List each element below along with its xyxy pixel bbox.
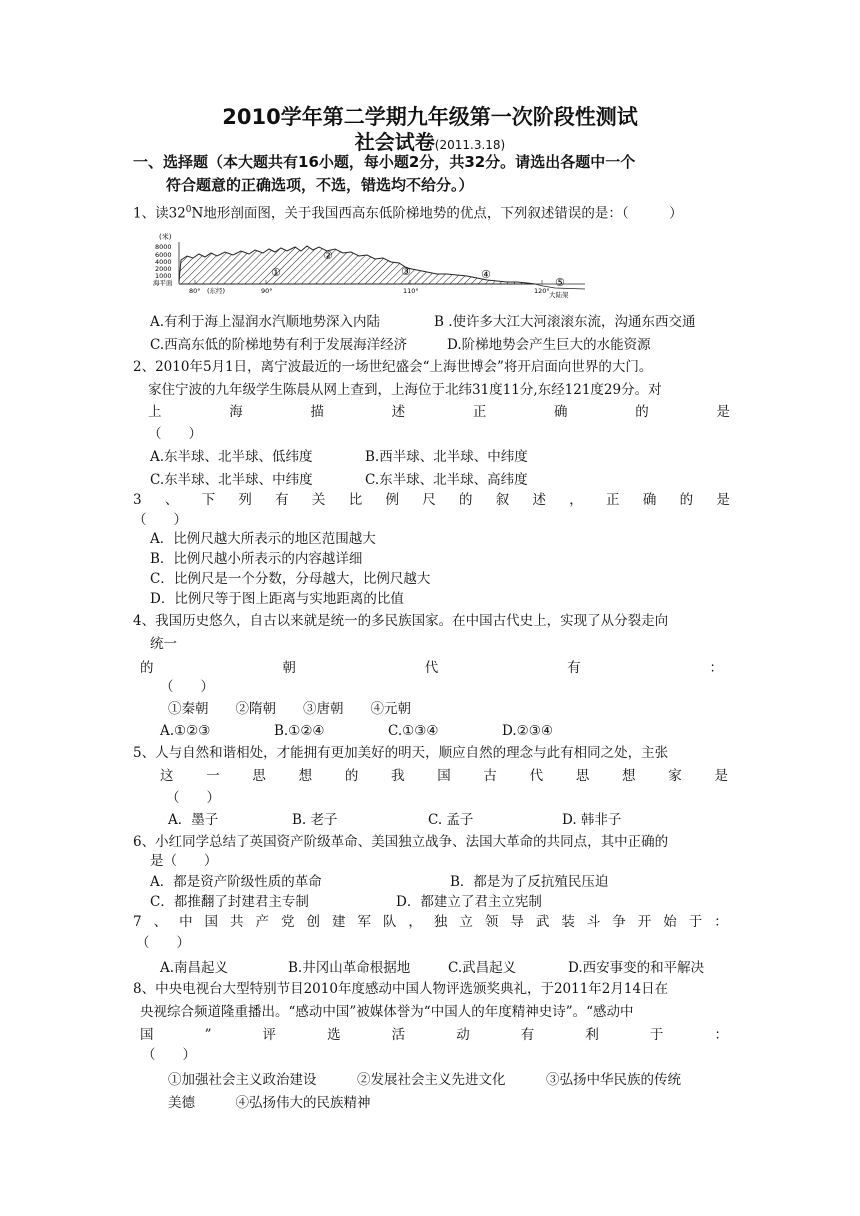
profile-step-2: ②: [323, 249, 333, 262]
q8-items-cont: 美德 ④弘扬伟大的民族精神: [168, 1095, 371, 1111]
profile-yunit: (米): [159, 233, 172, 241]
q1-option-b: B .使许多大江大河滚滚东流，沟通东西交通: [434, 314, 696, 330]
q4-option-c: C.①③④: [388, 723, 439, 739]
q3-option-d: D．比例尺等于图上距离与实地距离的比值: [150, 591, 404, 607]
q5-option-a: A．墨子: [168, 812, 219, 828]
question-5: 5、人与自然和谐相处，才能拥有更加美好的明天，顺应自然的理念与此有相同之处，主张: [133, 745, 669, 761]
profile-ytick: 6000: [155, 251, 172, 259]
q4-option-d: D.②③④: [502, 723, 553, 739]
q1-option-c: C.西高东低的阶梯地势有利于发展海洋经济: [150, 337, 408, 353]
profile-step-1: ①: [271, 266, 281, 279]
question-7: 7 、 中 国 共 产 党 创 建 军 队 ， 独 立 领 导 武 装 斗 争 开 始 于 ：: [133, 914, 728, 930]
q7-option-b: B.井冈山革命根据地: [288, 960, 411, 976]
q3-option-b: B．比例尺越小所表示的内容越详细: [150, 551, 363, 567]
profile-xtick: 110°: [403, 287, 419, 295]
answer-bracket: （ ）: [142, 1047, 196, 1063]
answer-bracket: （ ）: [136, 935, 190, 951]
question-6: 6、小红同学总结了英国资产阶级革命、美国独立战争、法国大革命的共同点，其中正确的: [133, 834, 669, 850]
q7-option-c: C.武昌起义: [448, 960, 517, 976]
q6-option-a: A．都是资产阶级性质的革命: [150, 874, 322, 890]
question-2-cont: 家住宁波的九年级学生陈晨从网上查到，上海位于北纬31度11分,东经121度29分。对: [148, 382, 662, 398]
profile-step-5: ⑤: [555, 276, 565, 289]
section-heading: 一、选择题（本大题共有16小题，每小题2分，共32分。请选出各题中一个: [133, 153, 636, 171]
profile-xtick: 80°: [189, 287, 201, 295]
q6-option-b: B．都是为了反抗殖民压迫: [450, 874, 609, 890]
q1-option-d: D.阶梯地势会产生巨大的水能资源: [447, 337, 651, 353]
question-4-cont: 统一: [150, 636, 177, 652]
q8-items: ①加强社会主义政治建设 ②发展社会主义先进文化 ③弘扬中华民族的传统: [168, 1072, 681, 1088]
q2-option-b: B.西半球、北半球、中纬度: [365, 449, 528, 465]
profile-ytick: 8000: [155, 243, 172, 251]
profile-ytick: 1000: [155, 272, 172, 280]
profile-ytick: 2000: [155, 265, 172, 273]
profile-step-4: ④: [481, 268, 491, 281]
q2-option-d: C.东半球、北半球、高纬度: [365, 472, 528, 488]
q3-option-a: A．比例尺越大所表示的地区范围越大: [150, 531, 376, 547]
q5-option-b: B. 老子: [292, 812, 338, 828]
profile-xtick: 90°: [261, 287, 273, 295]
q6-option-d: D．都建立了君主立宪制: [396, 894, 542, 910]
q7-option-a: A.南昌起义: [160, 960, 229, 976]
q2-option-c: C.东半球、北半球、中纬度: [150, 472, 313, 488]
exam-title: 2010学年第二学期九年级第一次阶段性测试: [222, 105, 638, 129]
q6-option-c: C．都推翻了封建君主专制: [150, 894, 309, 910]
section-heading-cont: 符合题意的正确选项，不选，错选均不给分。）: [166, 176, 474, 194]
answer-bracket: （ ）: [166, 790, 220, 806]
answer-bracket: （ ）: [160, 679, 214, 695]
q4-option-b: B.①②④: [274, 723, 325, 739]
question-1: 1、读$32^0N$地形剖面图，关于我国西高东低阶梯地势的优点，下列叙述错误的是：（ ）: [133, 205, 683, 222]
profile-step-3: ③: [401, 265, 411, 278]
q1-option-a: A.有利于海上湿润水汽顺地势深入内陆: [150, 314, 381, 330]
q4-option-a: A.①②③: [160, 723, 211, 739]
question-3: 3 、 下 列 有 关 比 例 尺 的 叙 述 ， 正 确 的 是: [133, 492, 730, 508]
question-8-justified: 国 ” 评 选 活 动 有 利 于 ：: [140, 1027, 728, 1043]
q5-option-d: D. 韩非子: [562, 812, 622, 828]
question-2-justified: 上 海 描 述 正 确 的 是: [148, 404, 730, 420]
q3-option-c: C．比例尺是一个分数，分母越大，比例尺越大: [150, 571, 431, 587]
exam-subtitle: [0, 126, 860, 155]
subject-title: 社会试卷: [354, 130, 435, 154]
profile-xtick: 120°: [534, 287, 550, 295]
question-4-justified: 的 朝 代 有 ：: [140, 660, 723, 676]
q5-option-c: C. 孟子: [428, 812, 474, 828]
profile-ytick: 4000: [155, 258, 172, 266]
answer-bracket: （ ）: [148, 426, 202, 442]
exam-date: (2011.3.18): [434, 138, 506, 152]
terrain-profile-figure: [155, 232, 585, 300]
profile-sea-level: 海平面: [153, 279, 173, 287]
question-8-cont: 央视综合频道隆重播出。“感动中国”被媒体誉为“中国人的年度精神史诗”。“感动中: [140, 1004, 634, 1020]
question-4: 4、我国历史悠久，自古以来就是统一的多民族国家。在中国古代史上，实现了从分裂走向: [133, 613, 669, 629]
q4-items: ①秦朝 ②隋朝 ③唐朝 ④元朝: [168, 701, 411, 717]
q7-option-d: D.西安事变的和平解决: [568, 960, 705, 976]
question-8: 8、中央电视台大型特别节目2010年度感动中国人物评选颁奖典礼，于2011年2月14日在: [133, 981, 669, 997]
question-6-cont: 是（ ）: [150, 853, 218, 869]
profile-xtick: (东经): [207, 287, 226, 295]
answer-bracket: （ ）: [133, 512, 187, 528]
question-5-justified: 这 一 思 想 的 我 国 古 代 思 想 家 是: [160, 768, 728, 784]
q2-option-a: A.东半球、北半球、低纬度: [150, 449, 313, 465]
profile-shelf-label: 大陆架: [549, 291, 569, 299]
question-2: 2、2010年5月1日，离宁波最近的一场世纪盛会“上海世博会”将开启面向世界的大门。: [133, 359, 653, 375]
